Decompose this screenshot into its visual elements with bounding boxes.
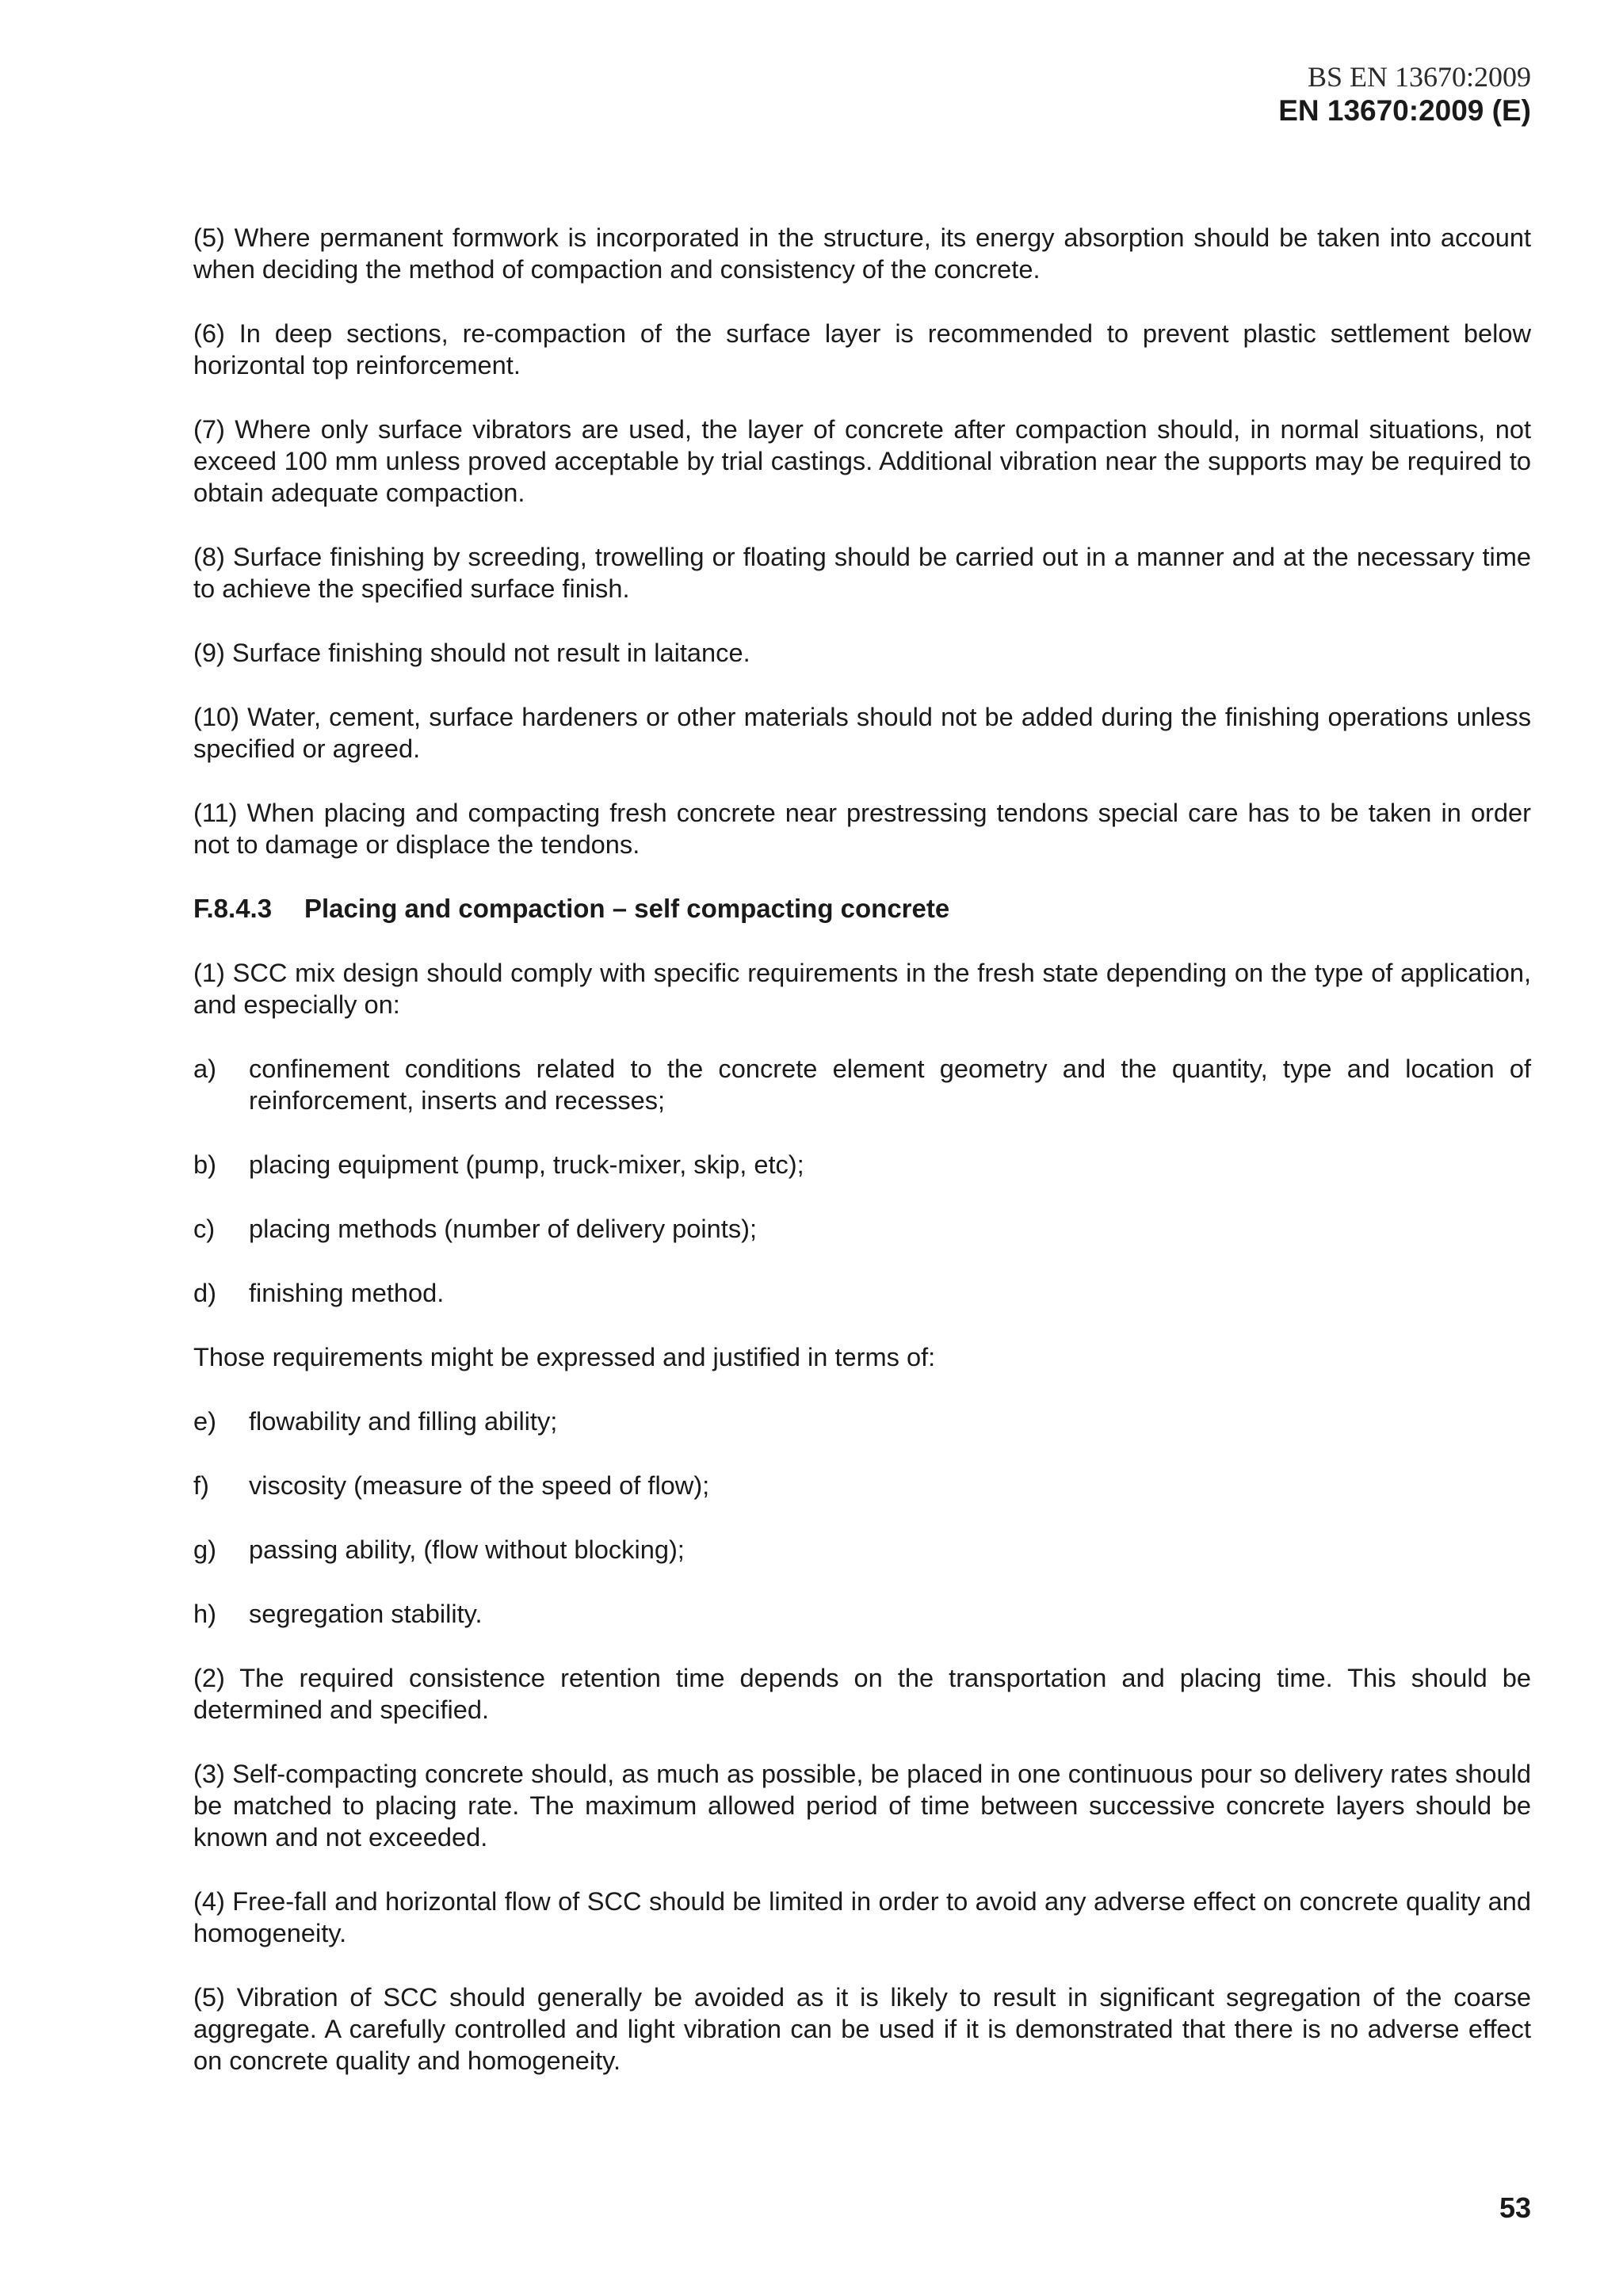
list-item-d — [193, 1277, 1531, 1309]
paragraph-10: (10) Water, cement, surface hardeners or other materials should not be added during the finishing operations unless specified or agreed. — [193, 702, 1531, 763]
section-paragraph-2: (2) The required consistence retention time depends on the transportation and placing time. This should be determined and specified. — [193, 1663, 1531, 1724]
paragraph-5: (5) Where permanent formwork is incorporated in the structure, its energy absorption should be taken into account when deciding the method of compaction and consistency of the concrete. — [193, 223, 1531, 284]
list-item-c — [193, 1213, 1531, 1245]
list-marker: b) — [193, 1150, 216, 1179]
paragraph-8: (8) Surface finishing by screeding, trowelling or floating should be carried out in a manner and at the necessary time to achieve the specified surface finish. — [193, 542, 1531, 603]
section-title: Placing and compaction – self compacting concrete — [304, 894, 950, 923]
section-paragraph-3: (3) Self-compacting concrete should, as much as possible, be placed in one continuous pour so delivery rates should be matched to placing rate. The maximum allowed period of time between successive concrete layers should be known and not exceeded. — [193, 1759, 1531, 1852]
paragraph-11: (11) When placing and compacting fresh concrete near prestressing tendons special care has to be taken in order not to damage or displace the tendons. — [193, 798, 1531, 859]
list-item-h — [193, 1598, 1531, 1630]
list-item-text: passing ability, (flow without blocking); — [249, 1535, 685, 1564]
list-marker: a) — [193, 1054, 216, 1083]
section-number: F.8.4.3 — [193, 894, 273, 923]
paragraph-7: (7) Where only surface vibrators are used, the layer of concrete after compaction should, in normal situations, not exceed 100 mm unless proved acceptable by trial castings. Additional vibration near the supports may be required to obtain adequate compaction. — [193, 414, 1531, 507]
list-item-text: confinement conditions related to the concrete element geometry and the quantity, type and location of reinforcement, inserts and recesses; — [249, 1054, 1531, 1115]
section-paragraph-4: (4) Free-fall and horizontal flow of SCC should be limited in order to avoid any adverse effect on concrete quality and homogeneity. — [193, 1886, 1531, 1947]
list-item-g — [193, 1534, 1531, 1566]
list-item-text: finishing method. — [249, 1278, 445, 1307]
requirements-intro: Those requirements might be expressed and justified in terms of: — [193, 1342, 936, 1371]
list-item-a — [193, 1053, 1531, 1116]
section-paragraph-5: (5) Vibration of SCC should generally be avoided as it is likely to result in significant segregation of the coarse aggregate. A carefully controlled and light vibration can be used if it is demonstrated that there is no adverse effect on concrete quality and homogeneity. — [193, 1982, 1531, 2075]
page-header — [1278, 60, 1531, 128]
list-marker: c) — [193, 1214, 216, 1243]
header-en-number: EN 13670:2009 (E) — [1278, 94, 1531, 128]
list-marker: h) — [193, 1599, 216, 1628]
header-standard-number: BS EN 13670:2009 — [1307, 61, 1531, 93]
section-paragraph-1: (1) SCC mix design should comply with specific requirements in the fresh state depending on the type of application, and especially on: — [193, 958, 1531, 1019]
list-item-text: placing methods (number of delivery points); — [249, 1214, 758, 1243]
paragraph-6: (6) In deep sections, re-compaction of the surface layer is recommended to prevent plastic settlement below horizontal top reinforcement. — [193, 318, 1531, 379]
document-body — [193, 222, 1531, 2109]
list-marker: d) — [193, 1278, 216, 1307]
list-marker: f) — [193, 1470, 209, 1500]
list-item-e — [193, 1405, 1531, 1437]
paragraph-9: (9) Surface finishing should not result in laitance. — [193, 638, 750, 667]
list-item-text: viscosity (measure of the speed of flow); — [249, 1470, 710, 1500]
page-number: 53 — [1499, 2191, 1531, 2224]
list-item-b — [193, 1149, 1531, 1180]
list-marker: e) — [193, 1406, 216, 1436]
list-item-text: flowability and filling ability; — [249, 1406, 558, 1436]
list-item-f — [193, 1470, 1531, 1501]
list-item-text: placing equipment (pump, truck-mixer, skip, etc); — [249, 1150, 804, 1179]
list-item-text: segregation stability. — [249, 1599, 483, 1628]
section-heading — [193, 893, 1531, 925]
list-marker: g) — [193, 1535, 216, 1564]
